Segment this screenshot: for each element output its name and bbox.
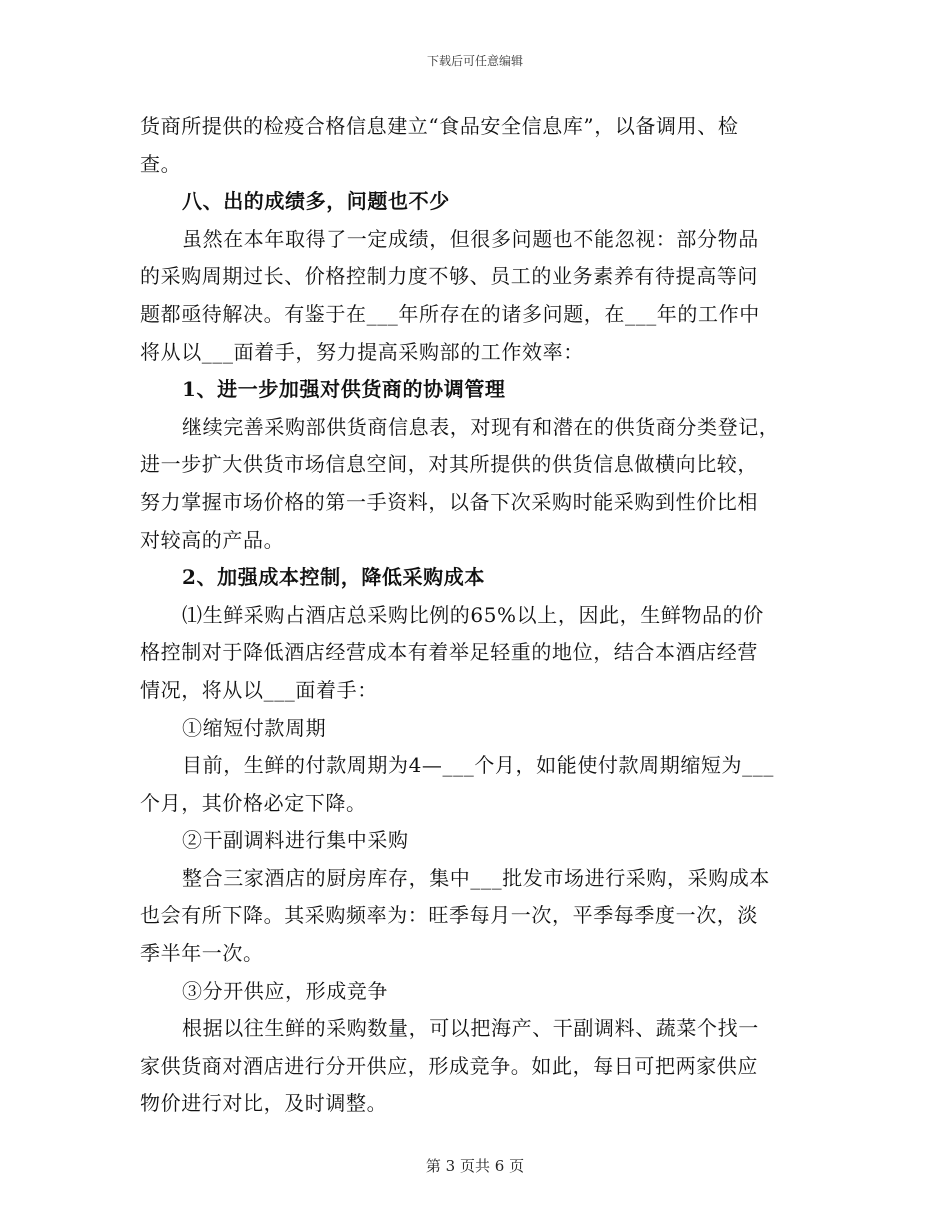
section-heading: 1、进一步加强对供货商的协调管理 (182, 377, 506, 402)
document-body (140, 108, 812, 1123)
section-heading: 2、加强成本控制，降低采购成本 (182, 565, 485, 590)
text-line: ①缩短付款周期 (182, 715, 327, 740)
text-line: ⑴生鲜采购占酒店总采购比例的65%以上，因此，生鲜物品的价 (182, 602, 764, 627)
text-line: 进一步扩大供货市场信息空间，对其所提供的供货信息做横向比较， (140, 452, 758, 477)
page-footer: 第 3 页共 6 页 (425, 1157, 525, 1175)
text-line: 的采购周期过长、价格控制力度不够、员工的业务素养有待提高等问 (140, 264, 758, 289)
text-line: 季半年一次。 (140, 941, 264, 966)
text-line: 将从以___面着手，努力提高采购部的工作效率： (140, 339, 584, 364)
text-line: 物价进行对比，及时调整。 (140, 1091, 388, 1116)
text-line: 个月，其价格必定下降。 (140, 790, 367, 815)
page-header: 下载后可任意编辑 (426, 54, 523, 68)
text-line: 根据以往生鲜的采购数量，可以把海产、干副调料、蔬菜个找一 (182, 1016, 759, 1041)
text-line: 努力掌握市场价格的第一手资料，以备下次采购时能采购到性价比相 (140, 489, 758, 514)
text-line: 家供货商对酒店进行分开供应，形成竞争。如此，每日可把两家供应 (140, 1053, 758, 1078)
text-line: 整合三家酒店的厨房库存，集中___批发市场进行采购，采购成本 (182, 865, 770, 890)
text-line: 查。 (140, 151, 182, 176)
text-line: 货商所提供的检疫合格信息建立“食品安全信息库”，以备调用、检 (140, 114, 739, 138)
text-line: 对较高的产品。 (140, 527, 285, 552)
text-line: 格控制对于降低酒店经营成本有着举足轻重的地位，结合本酒店经营 (140, 640, 758, 665)
text-line: 题都亟待解决。有鉴于在___年所存在的诸多问题，在___年的工作中 (140, 301, 760, 326)
text-line: ②干副调料进行集中采购 (182, 828, 409, 853)
section-heading: 八、出的成绩多，问题也不少 (182, 189, 450, 214)
text-line: ③分开供应，形成竞争 (182, 978, 388, 1003)
text-line: 情况，将从以___面着手： (140, 677, 378, 702)
text-line: 目前，生鲜的付款周期为4—___个月，如能使付款周期缩短为___ (182, 753, 774, 778)
text-line: 继续完善采购部供货商信息表，对现有和潜在的供货商分类登记， (182, 414, 780, 439)
text-line: 虽然在本年取得了一定成绩，但很多问题也不能忽视：部分物品 (182, 226, 759, 251)
text-line: 也会有所下降。其采购频率为：旺季每月一次，平季每季度一次，淡 (140, 903, 758, 928)
